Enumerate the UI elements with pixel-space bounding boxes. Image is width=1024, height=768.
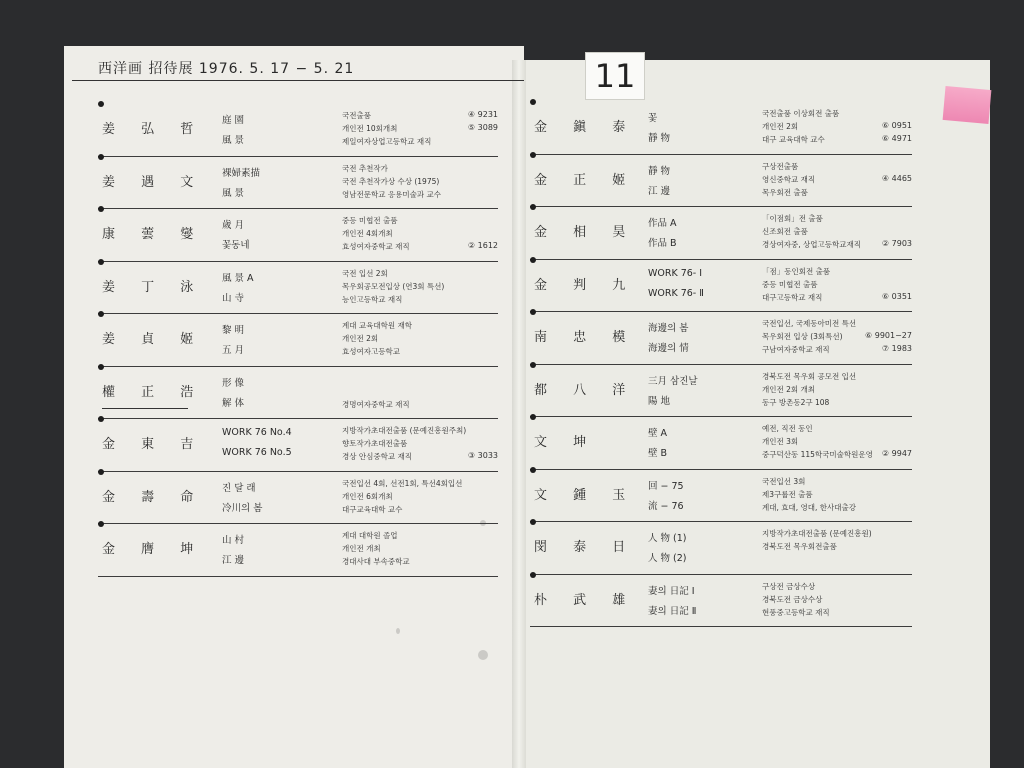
artwork-title: 形 像 (222, 377, 245, 389)
artist-note: 개인전 개최 (342, 544, 381, 553)
catalog-number: ⑤ 3089 (467, 123, 498, 132)
artist-note: 구남여자중학교 재직 (762, 345, 830, 354)
binding-hole (530, 152, 536, 158)
artwork-title: 妻의 日記 Ⅱ (648, 605, 697, 617)
artist-name: 都 八 洋 (534, 382, 637, 398)
artist-name: 姜 弘 哲 (102, 122, 205, 137)
artwork-title: 江 邊 (222, 555, 245, 566)
binding-hole (530, 309, 536, 315)
artwork-title: 歲 月 (222, 220, 245, 231)
artwork-title: 作品 B (648, 238, 677, 249)
artwork-title: WORK 76- Ⅰ (648, 267, 703, 279)
binding-hole (98, 416, 104, 422)
artist-name: 朴 武 雄 (534, 592, 637, 608)
artwork-title: 山 村 (222, 535, 245, 546)
artwork-title: 作品 A (648, 218, 677, 229)
artist-note: 목우회전 입상 (3회특선) (762, 332, 843, 341)
artist-name: 姜 遇 文 (102, 174, 205, 190)
artist-note: 경상 안심중학교 재직 (342, 452, 412, 461)
artist-note: 개인전 2회 (342, 334, 379, 343)
binding-hole (530, 519, 536, 525)
binding-hole (98, 154, 104, 160)
artist-name: 閔 泰 日 (534, 540, 637, 555)
artwork-title: 五 月 (222, 345, 245, 356)
artist-entry (98, 262, 498, 315)
artist-note: 계대 대학원 졸업 (342, 531, 398, 540)
artwork-title: 陽 地 (648, 395, 671, 407)
artist-name: 金 正 姬 (534, 172, 637, 188)
artist-note: 개인전 3회 (762, 437, 799, 446)
smudge (396, 628, 400, 634)
artwork-title: 解 体 (222, 397, 245, 409)
artist-note: 대구교육대학 교수 (342, 504, 403, 514)
artist-note: 국전 입선 2회 (342, 268, 388, 278)
artist-name: 金 壽 命 (102, 489, 205, 505)
artwork-title: 山 寺 (222, 292, 245, 304)
artist-note: 경북도전 목우회전출품 (762, 542, 837, 551)
artist-note: 국전출품 (342, 111, 371, 120)
artist-note: 지방작가초대전출품 (문예진흥원주최) (342, 426, 467, 435)
artist-note: 대구고등학교 재직 (762, 292, 823, 302)
artwork-title: WORK 76- Ⅱ (648, 287, 704, 299)
artist-note: 동구 방촌동2구 108 (762, 397, 830, 407)
artist-name: 康 蕓 燮 (102, 227, 205, 242)
artwork-title: 江 邊 (648, 185, 671, 197)
artist-name: 金 相 昊 (534, 225, 637, 240)
artist-note: 개인전 4회개최 (342, 229, 393, 238)
artist-entry (530, 155, 912, 208)
artist-name: 金 判 九 (534, 277, 637, 293)
artwork-title: 裸婦素描 (222, 167, 261, 179)
catalog-number: ④ 4465 (881, 173, 912, 183)
artist-note: 효성여자중학교 재직 (342, 242, 410, 251)
binding-hole (98, 521, 104, 527)
artist-note: 목우회전 출품 (762, 187, 808, 197)
artist-name: 南 忠 模 (534, 330, 637, 345)
artist-note: 중구덕산동 115학국미술학원운영 (762, 450, 873, 459)
artist-note: 중등 미협전 출품 (762, 279, 818, 289)
artist-note: 국전 추천작가상 수상 (1975) (342, 176, 440, 186)
binding-hole (98, 469, 104, 475)
binding-hole (530, 362, 536, 368)
catalog-number: ③ 3033 (467, 451, 498, 460)
artist-note: 영신중학교 재직 (762, 174, 816, 184)
binding-hole (530, 572, 536, 578)
catalog-number: ② 9947 (881, 449, 912, 458)
binding-hole (98, 259, 104, 265)
artist-note: 경북도전 목우회 공모전 입선 (762, 371, 857, 381)
artist-name: 文 坤 (534, 435, 598, 450)
artwork-title: 風 景 A (222, 272, 254, 284)
catalog-number: ④ 9231 (467, 110, 498, 119)
artwork-title: WORK 76 No.4 (222, 427, 292, 438)
binding-hole (530, 467, 536, 473)
artist-entry (530, 417, 912, 470)
artist-entry (98, 104, 498, 157)
artist-name: 姜 貞 姬 (102, 332, 205, 347)
artist-note: 개인전 2회 (762, 122, 799, 131)
artist-note: 제일여자상업고등학교 재직 (342, 137, 432, 146)
artwork-title: 回 − 75 (648, 480, 684, 492)
artist-note: 국전입선 3회 (762, 476, 806, 486)
artwork-title: 妻의 日記 Ⅰ (648, 585, 695, 597)
artwork-title: 庭 園 (222, 115, 245, 126)
artist-note: 계대, 효대, 영대, 한사대출강 (762, 502, 856, 512)
binding-hole (530, 99, 536, 105)
artist-entry (530, 207, 912, 260)
artist-note: 신조회전 출품 (762, 227, 808, 236)
artwork-title: 流 − 76 (648, 500, 684, 512)
artist-note: 경북도전 금상수상 (762, 594, 823, 604)
artist-note: 「점」동인회전 출품 (762, 266, 831, 276)
book-spine (512, 60, 526, 768)
artwork-title: 꽃 (648, 113, 658, 124)
binding-hole (98, 101, 104, 107)
artist-entry (98, 314, 498, 367)
artist-name: 金 膺 坤 (102, 542, 205, 557)
artwork-title: 海邊의 情 (648, 343, 689, 354)
artwork-title: 壁 A (648, 428, 668, 439)
artist-note: 국전출품 이상회전 출품 (762, 109, 840, 118)
artist-name: 金 東 吉 (102, 437, 205, 452)
artist-entry (530, 312, 912, 365)
artist-entry (98, 367, 498, 420)
page-title: 西洋画 招待展 1976. 5. 17 − 5. 21 (98, 61, 355, 77)
artwork-title: 人 物 (1) (648, 533, 687, 544)
catalog-number: ⑦ 1983 (881, 344, 912, 353)
artist-note: 대구 교육대학 교수 (762, 135, 825, 144)
artist-entry (98, 209, 498, 262)
header-rule (72, 80, 524, 81)
artist-entry (98, 157, 498, 210)
artist-note: 개인전 6회개최 (342, 491, 393, 501)
pink-tape (943, 86, 992, 124)
artist-note: 개인전 10회개최 (342, 124, 398, 133)
catalog-number: ⑥ 4971 (881, 134, 912, 143)
artist-note: 지방작가초대전출품 (문예진흥원) (762, 529, 872, 538)
artist-entry (530, 102, 912, 155)
artist-entry (530, 522, 912, 575)
artist-note: 국전입선 4회, 선전1회, 특선4회입선 (342, 478, 463, 488)
artist-note: 현풍중고등학교 재직 (762, 607, 830, 617)
artwork-title: 진 달 래 (222, 482, 256, 494)
artist-note: 경상여자중, 상업고등학교재직 (762, 240, 861, 249)
catalog-number: ② 7903 (881, 239, 912, 248)
artist-note: 중등 미협전 출품 (342, 216, 398, 225)
binding-hole (530, 257, 536, 263)
catalog-number: ⑥ 9901−27 (865, 331, 912, 340)
artwork-title: 黎 明 (222, 325, 245, 336)
artist-name: 權 正 浩 (102, 384, 205, 400)
artwork-title: 風 景 (222, 135, 245, 146)
artist-note: 「이점회」전 출품 (762, 214, 823, 223)
catalog-number: ② 1612 (467, 241, 498, 250)
artwork-title: 海邊의 봄 (648, 323, 689, 334)
binding-hole (530, 414, 536, 420)
artist-note: 영남전문학교 응용미술과 교수 (342, 189, 441, 199)
row-divider (530, 626, 912, 627)
artist-note: 예전, 직전 동인 (762, 424, 813, 433)
artist-note: 경대사대 부속중학교 (342, 557, 410, 566)
artist-note: 능인고등학교 재직 (342, 294, 403, 304)
artist-entry (530, 470, 912, 523)
artist-note: 국전입선, 국제동아미전 특선 (762, 319, 857, 328)
artist-entry (530, 365, 912, 418)
artwork-title: 三月 삼진날 (648, 375, 698, 387)
artist-note: 개인전 2회 개최 (762, 384, 816, 394)
artwork-title: 風 景 (222, 187, 245, 199)
binding-hole (98, 364, 104, 370)
artist-note: 향토작가초대전출품 (342, 439, 408, 448)
artist-note: 계대 교육대학원 재학 (342, 321, 412, 330)
artist-name: 金 鎭 泰 (534, 120, 637, 135)
artist-entry (98, 419, 498, 472)
smudge (478, 650, 488, 660)
catalog-number: ⑥ 0951 (881, 121, 912, 130)
artwork-title: WORK 76 No.5 (222, 447, 292, 458)
binding-hole (98, 206, 104, 212)
row-divider (98, 576, 498, 577)
artist-note: 제3구룹전 출품 (762, 489, 813, 499)
artist-note: 구상전 금상수상 (762, 581, 816, 591)
artist-note: 경명여자중학교 재직 (342, 399, 410, 409)
artist-note: 국전 추천작가 (342, 163, 388, 173)
artist-note: 효성여자고등학교 (342, 347, 400, 356)
page-number: 11 (585, 52, 645, 100)
artist-note: 구상전출품 (762, 161, 799, 171)
artist-entry (530, 260, 912, 313)
binding-hole (98, 311, 104, 317)
artist-entry (530, 575, 912, 628)
artwork-title: 人 物 (2) (648, 553, 687, 564)
artist-entry (98, 472, 498, 525)
artwork-title: 冷川의 봄 (222, 502, 263, 514)
artwork-title: 壁 B (648, 448, 668, 459)
artwork-title: 靜 物 (648, 133, 671, 144)
artist-entry (98, 524, 498, 577)
artist-name: 文 鍾 玉 (534, 487, 637, 503)
artist-name: 姜 丁 泳 (102, 279, 205, 295)
artwork-title: 꽃동네 (222, 240, 250, 251)
artist-note: 목우회공모전입상 (연3회 특선) (342, 281, 445, 291)
binding-hole (530, 204, 536, 210)
artwork-title: 靜 物 (648, 165, 671, 177)
catalog-number: ⑥ 0351 (881, 291, 912, 301)
